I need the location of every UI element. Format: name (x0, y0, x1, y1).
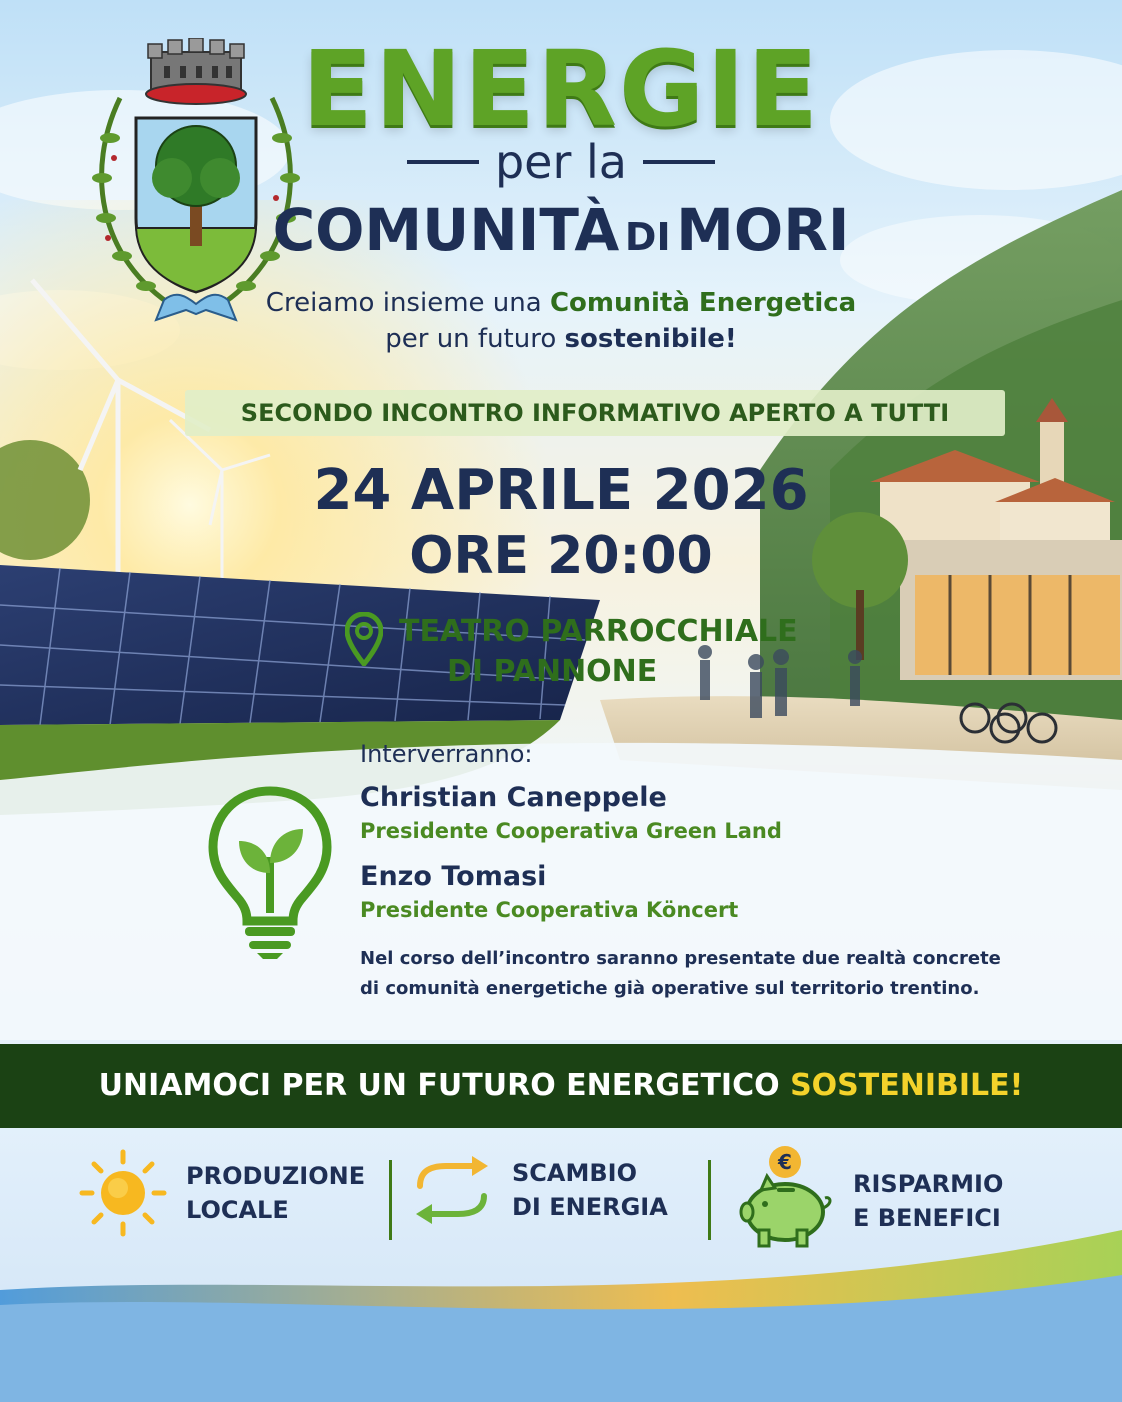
feature-label: E BENEFICI (853, 1204, 1001, 1232)
speaker-role: Presidente Cooperativa Green Land (360, 819, 782, 843)
feature-label: DI ENERGIA (512, 1193, 668, 1221)
feature-divider (708, 1160, 711, 1240)
feature-label: RISPARMIO (853, 1170, 1004, 1198)
tagline-line1-highlight: Comunità Energetica (549, 288, 857, 318)
piggy-bank-icon (735, 1142, 835, 1252)
feature-savings (735, 1142, 1003, 1252)
poster-title: ENERGIE (301, 28, 821, 150)
venue-line1: TEATRO PARROCCHIALE (399, 614, 798, 649)
event-venue (345, 612, 798, 692)
community-word: COMUNITÀ (272, 196, 620, 264)
tagline (0, 285, 1122, 357)
speaker-name: Christian Caneppele (360, 782, 667, 813)
speakers-section (360, 740, 1060, 1004)
slogan-highlight: SOSTENIBILE! (790, 1068, 1024, 1103)
tagline-line2-highlight: sostenibile! (564, 324, 737, 354)
venue-line2: DI PANNONE (447, 654, 658, 689)
feature-divider (389, 1160, 392, 1240)
slogan-text: UNIAMOCI PER UN FUTURO ENERGETICO (98, 1068, 791, 1103)
community-title (0, 196, 1122, 264)
feature-local-production (78, 1148, 365, 1238)
feature-label: SCAMBIO (512, 1159, 637, 1187)
description-line: Nel corso dell’incontro saranno presentate due realtà concrete (360, 948, 1001, 969)
event-time: ORE 20:00 (409, 526, 713, 586)
slogan-bar (0, 1044, 1122, 1128)
lightbulb-plant-icon (205, 785, 335, 960)
location-pin-icon (345, 612, 383, 666)
tagline-line2-pre: per un futuro (385, 324, 565, 354)
feature-energy-exchange (410, 1148, 668, 1232)
sun-icon (78, 1148, 168, 1238)
community-di: DI (624, 215, 671, 259)
description-line: di comunità energetiche già operative sul territorio trentino. (360, 978, 980, 999)
speaker-role: Presidente Cooperativa Köncert (360, 898, 739, 922)
event-description (360, 944, 1060, 1004)
dash-decoration-left (407, 160, 479, 164)
event-date: 24 APRILE 2026 (313, 458, 809, 523)
tagline-line1-pre: Creiamo insieme una (265, 288, 550, 318)
dash-decoration-right (643, 160, 715, 164)
feature-label: LOCALE (186, 1196, 289, 1224)
subtitle-per-la: per la (494, 135, 627, 189)
community-town: MORI (676, 196, 850, 264)
exchange-arrows-icon (410, 1148, 494, 1232)
meeting-banner: SECONDO INCONTRO INFORMATIVO APERTO A TUTTI (185, 390, 1005, 436)
speakers-intro: Interverranno: (360, 740, 533, 768)
speaker-name: Enzo Tomasi (360, 861, 547, 892)
subtitle-row (0, 135, 1122, 189)
euro-badge: € (778, 1150, 792, 1174)
feature-label: PRODUZIONE (186, 1162, 366, 1190)
